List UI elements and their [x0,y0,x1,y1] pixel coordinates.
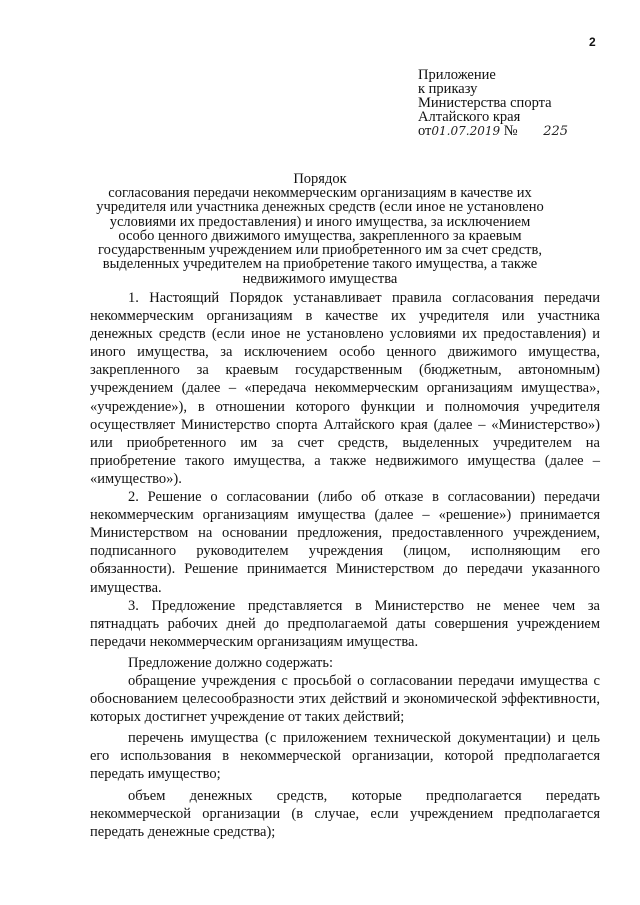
paragraph-4: Предложение должно содержать: [128,654,334,671]
paragraph-6: перечень имущества (с приложением технической документации) и цель его использования в некоммерческой организации, которой предполагается передать имущество; [90,730,600,783]
date-prefix: от [418,123,432,139]
paragraph-3: 3. Предложение представляется в Министерство не менее чем за пятнадцать рабочих дней до предполагаемой даты совершения учреждением передачи некоммерческим организациям имущества. [90,597,600,650]
appendix-line-3: Министерства спорта [418,95,552,111]
paragraph-1: 1. Настоящий Порядок устанавливает правила согласования передачи некоммерческим организациям в качестве их учредителя или участника денежных средств (если иное не установлено условиями их предоставления) и иного имущества, за исключением особо ценного движимого имущества, закрепленного за краевым государственным (бюджетным, автономным) учреждением (далее – «передача некоммерческим организациям имущества», «учреждение»), в отношении которого функции и полномочия учредителя осуществляет Министерство спорта Алтайского края (далее – «Министерство») или приобретенного им за счет средств, выделенных учредителем на приобретение такого имущества, а также недвижимого имущества (далее – «имущество»). [90,290,600,487]
paragraph-2: 2. Решение о согласовании (либо об отказе в согласовании) передачи некоммерческим организациям имущества (далее – «решение») принимается Министерством на основании предложения, предоставленного учреждением, подписанного руководителем учреждения (лицом, исполняющим его обязанности). Решение принимается Министерством до передачи указанного имущества. [90,489,600,596]
document-title: Порядок [293,171,347,187]
document-body [90,289,600,841]
appendix-line-2: к приказу [418,81,478,97]
appendix-block [418,68,568,139]
paragraph-5: обращение учреждения с просьбой о согласовании передачи имущества с обоснованием целесообразности этих действий и экономической эффективности, которых достигнет учреждение от таких действий; [90,672,600,726]
number-label: № [503,123,518,139]
appendix-date-line [418,124,568,139]
appendix-line-1: Приложение [418,67,496,83]
document-subtitle: согласования передачи некоммерческим организациям в качестве их учредителя или участника денежных средств (если иное не установлено условиями их предоставления) и иного имущества, за исключением особо ценного движимого имущества, закрепленного за краевым государственным учреждением или приобретенного им за счет средств, выделенных учредителем на приобретение такого имущества, а также недвижимого имущества [96,185,544,287]
appendix-line-4: Алтайского края [418,109,521,125]
handwritten-number: 225 [543,124,569,139]
handwritten-date: 01.07.2019 [431,124,501,138]
paragraph-7: объем денежных средств, которые предполагается передать некоммерческой организации (в случае, если учреждением предполагается передать денежные средства); [90,787,600,840]
page-number: 2 [589,35,596,49]
